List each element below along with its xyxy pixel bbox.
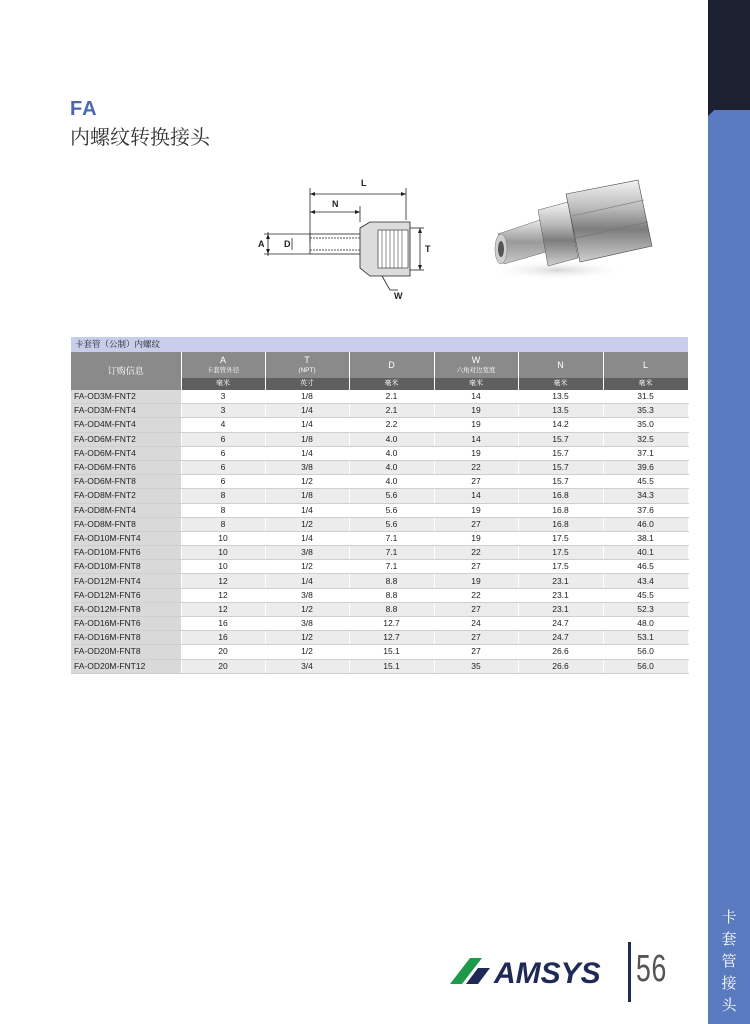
table-row [71, 546, 688, 560]
table-cell: 56.0 [603, 659, 688, 673]
table-cell: 40.1 [603, 546, 688, 560]
table-cell: 14 [434, 489, 518, 503]
table-cell: 48.0 [603, 617, 688, 631]
table-cell: 8 [181, 517, 265, 531]
table-row [71, 404, 688, 418]
table-cell: 5.6 [349, 489, 434, 503]
table-cell: 22 [434, 588, 518, 602]
table-cell: 15.7 [518, 432, 603, 446]
table-cell: 35.3 [603, 404, 688, 418]
table-cell: 10 [181, 546, 265, 560]
table-cell: 22 [434, 460, 518, 474]
table-row [71, 659, 688, 673]
table-cell: 27 [434, 475, 518, 489]
table-cell: 45.5 [603, 475, 688, 489]
table-cell: 12.7 [349, 617, 434, 631]
order-code-cell: FA-OD6M-FNT4 [71, 446, 181, 460]
order-code-cell: FA-OD3M-FNT2 [71, 390, 181, 404]
table-row [71, 418, 688, 432]
table-cell: 46.5 [603, 560, 688, 574]
table-cell: 7.1 [349, 546, 434, 560]
order-code-cell: FA-OD3M-FNT4 [71, 404, 181, 418]
dim-label-n: N [332, 199, 339, 209]
unit-d: 毫米 [349, 378, 434, 390]
table-cell: 20 [181, 645, 265, 659]
table-cell: 17.5 [518, 546, 603, 560]
table-cell: 2.2 [349, 418, 434, 432]
right-tab-wedge [708, 76, 750, 116]
product-code: FA [70, 98, 98, 120]
table-cell: 3/4 [265, 659, 349, 673]
table-cell: 1/4 [265, 446, 349, 460]
table-cell: 35.0 [603, 418, 688, 432]
table-cell: 15.7 [518, 475, 603, 489]
table-cell: 8 [181, 503, 265, 517]
table-cell: 15.1 [349, 659, 434, 673]
table-cell: 45.5 [603, 588, 688, 602]
table-cell: 15.7 [518, 460, 603, 474]
table-cell: 3/8 [265, 460, 349, 474]
side-category-label: 卡 套 管 接 头 [721, 908, 737, 1014]
table-row [71, 446, 688, 460]
table-cell: 10 [181, 560, 265, 574]
table-cell: 12 [181, 602, 265, 616]
order-code-cell: FA-OD12M-FNT8 [71, 602, 181, 616]
col-header-a: A 卡套管外径 [181, 352, 265, 378]
table-row [71, 531, 688, 545]
table-row [71, 617, 688, 631]
table-cell: 4.0 [349, 432, 434, 446]
table-cell: 23.1 [518, 602, 603, 616]
table-cell: 12 [181, 574, 265, 588]
table-row [71, 475, 688, 489]
table-cell: 38.1 [603, 531, 688, 545]
table-cell: 37.6 [603, 503, 688, 517]
table-cell: 56.0 [603, 645, 688, 659]
table-row [71, 489, 688, 503]
table-cell: 27 [434, 560, 518, 574]
table-cell: 1/2 [265, 560, 349, 574]
table-cell: 1/4 [265, 503, 349, 517]
table-cell: 8.8 [349, 574, 434, 588]
table-cell: 37.1 [603, 446, 688, 460]
order-code-cell: FA-OD16M-FNT6 [71, 617, 181, 631]
table-cell: 19 [434, 574, 518, 588]
table-cell: 14 [434, 390, 518, 404]
col-header-n: N [518, 352, 603, 378]
col-header-w: W 六角对边宽度 [434, 352, 518, 378]
table-cell: 13.5 [518, 404, 603, 418]
table-cell: 1/8 [265, 390, 349, 404]
table-cell: 1/2 [265, 517, 349, 531]
table-cell: 1/2 [265, 631, 349, 645]
table-cell: 23.1 [518, 588, 603, 602]
table-cell: 23.1 [518, 574, 603, 588]
table-row [71, 432, 688, 446]
table-cell: 1/8 [265, 489, 349, 503]
table-cell: 27 [434, 631, 518, 645]
table-cell: 4.0 [349, 475, 434, 489]
order-code-cell: FA-OD10M-FNT4 [71, 531, 181, 545]
table-cell: 16.8 [518, 517, 603, 531]
table-cell: 15.1 [349, 645, 434, 659]
unit-l: 毫米 [603, 378, 688, 390]
table-cell: 35 [434, 659, 518, 673]
table-cell: 1/4 [265, 418, 349, 432]
dimension-diagram [248, 172, 448, 302]
table-cell: 2.1 [349, 404, 434, 418]
table-cell: 19 [434, 503, 518, 517]
table-cell: 4.0 [349, 460, 434, 474]
table-cell: 17.5 [518, 560, 603, 574]
order-code-cell: FA-OD8M-FNT8 [71, 517, 181, 531]
unit-a: 毫米 [181, 378, 265, 390]
order-code-cell: FA-OD6M-FNT8 [71, 475, 181, 489]
table-cell: 46.0 [603, 517, 688, 531]
order-code-cell: FA-OD20M-FNT12 [71, 659, 181, 673]
table-cell: 16 [181, 631, 265, 645]
table-row [71, 517, 688, 531]
order-code-cell: FA-OD10M-FNT8 [71, 560, 181, 574]
table-cell: 7.1 [349, 560, 434, 574]
table-cell: 22 [434, 546, 518, 560]
right-side-bar [708, 0, 750, 1024]
table-row [71, 503, 688, 517]
footer-divider [628, 942, 631, 1002]
table-cell: 16.8 [518, 489, 603, 503]
table-cell: 1/2 [265, 475, 349, 489]
order-code-cell: FA-OD8M-FNT2 [71, 489, 181, 503]
table-row [71, 631, 688, 645]
page-number: 56 [636, 948, 667, 990]
table-cell: 16.8 [518, 503, 603, 517]
table-cell: 5.6 [349, 503, 434, 517]
table-cell: 7.1 [349, 531, 434, 545]
table-caption: 卡套管（公制）内螺纹 [71, 337, 688, 352]
table-cell: 3 [181, 404, 265, 418]
table-cell: 2.1 [349, 390, 434, 404]
table-cell: 19 [434, 446, 518, 460]
table-cell: 27 [434, 517, 518, 531]
table-row [71, 602, 688, 616]
table-row [71, 588, 688, 602]
table-cell: 20 [181, 659, 265, 673]
table-cell: 27 [434, 645, 518, 659]
table-cell: 13.5 [518, 390, 603, 404]
table-cell: 12 [181, 588, 265, 602]
table-cell: 12.7 [349, 631, 434, 645]
table-cell: 1/2 [265, 645, 349, 659]
table-cell: 43.4 [603, 574, 688, 588]
product-title: 内螺纹转换接头 [70, 125, 210, 149]
table-cell: 32.5 [603, 432, 688, 446]
table-cell: 1/4 [265, 404, 349, 418]
table-cell: 52.3 [603, 602, 688, 616]
order-code-cell: FA-OD12M-FNT4 [71, 574, 181, 588]
table-row [71, 460, 688, 474]
unit-t: 英寸 [265, 378, 349, 390]
table-row [71, 645, 688, 659]
table-cell: 5.6 [349, 517, 434, 531]
table-cell: 19 [434, 404, 518, 418]
table-cell: 3 [181, 390, 265, 404]
table-cell: 1/4 [265, 574, 349, 588]
table-cell: 39.6 [603, 460, 688, 474]
table-cell: 4 [181, 418, 265, 432]
table-cell: 26.6 [518, 659, 603, 673]
order-code-cell: FA-OD4M-FNT4 [71, 418, 181, 432]
table-cell: 19 [434, 531, 518, 545]
table-cell: 14 [434, 432, 518, 446]
order-code-cell: FA-OD6M-FNT6 [71, 460, 181, 474]
table-cell: 3/8 [265, 588, 349, 602]
col-header-t: T (NPT) [265, 352, 349, 378]
table-row [71, 390, 688, 404]
table-cell: 1/4 [265, 531, 349, 545]
table-cell: 3/8 [265, 546, 349, 560]
table-cell: 24 [434, 617, 518, 631]
table-cell: 17.5 [518, 531, 603, 545]
col-header-d: D [349, 352, 434, 378]
order-code-cell: FA-OD16M-FNT8 [71, 631, 181, 645]
dim-label-a: A [258, 239, 265, 249]
table-cell: 8.8 [349, 602, 434, 616]
table-cell: 6 [181, 460, 265, 474]
order-code-cell: FA-OD10M-FNT6 [71, 546, 181, 560]
table-cell: 19 [434, 418, 518, 432]
col-header-l: L [603, 352, 688, 378]
table-cell: 3/8 [265, 617, 349, 631]
order-code-cell: FA-OD20M-FNT8 [71, 645, 181, 659]
table-cell: 6 [181, 446, 265, 460]
brand-name: AMSYS [494, 957, 601, 990]
spec-table [71, 337, 689, 674]
table-cell: 1/2 [265, 602, 349, 616]
table-cell: 24.7 [518, 617, 603, 631]
table-cell: 16 [181, 617, 265, 631]
dim-label-w: W [394, 291, 403, 301]
order-code-cell: FA-OD8M-FNT4 [71, 503, 181, 517]
table-cell: 31.5 [603, 390, 688, 404]
table-cell: 6 [181, 432, 265, 446]
product-photo [488, 176, 658, 286]
table-cell: 24.7 [518, 631, 603, 645]
table-cell: 14.2 [518, 418, 603, 432]
table-cell: 8.8 [349, 588, 434, 602]
table-cell: 1/8 [265, 432, 349, 446]
table-row [71, 574, 688, 588]
table-row [71, 560, 688, 574]
dim-label-l: L [361, 178, 367, 188]
dim-label-d: D [284, 239, 291, 249]
order-code-cell: FA-OD12M-FNT6 [71, 588, 181, 602]
order-code-cell: FA-OD6M-FNT2 [71, 432, 181, 446]
table-cell: 10 [181, 531, 265, 545]
table-cell: 6 [181, 475, 265, 489]
table-cell: 34.3 [603, 489, 688, 503]
table-cell: 8 [181, 489, 265, 503]
unit-n: 毫米 [518, 378, 603, 390]
amsys-logo [448, 950, 628, 994]
table-cell: 53.1 [603, 631, 688, 645]
unit-w: 毫米 [434, 378, 518, 390]
col-header-order: 订购信息 [71, 352, 181, 390]
table-cell: 4.0 [349, 446, 434, 460]
table-cell: 26.6 [518, 645, 603, 659]
table-cell: 15.7 [518, 446, 603, 460]
dim-label-t: T [425, 244, 431, 254]
table-cell: 27 [434, 602, 518, 616]
